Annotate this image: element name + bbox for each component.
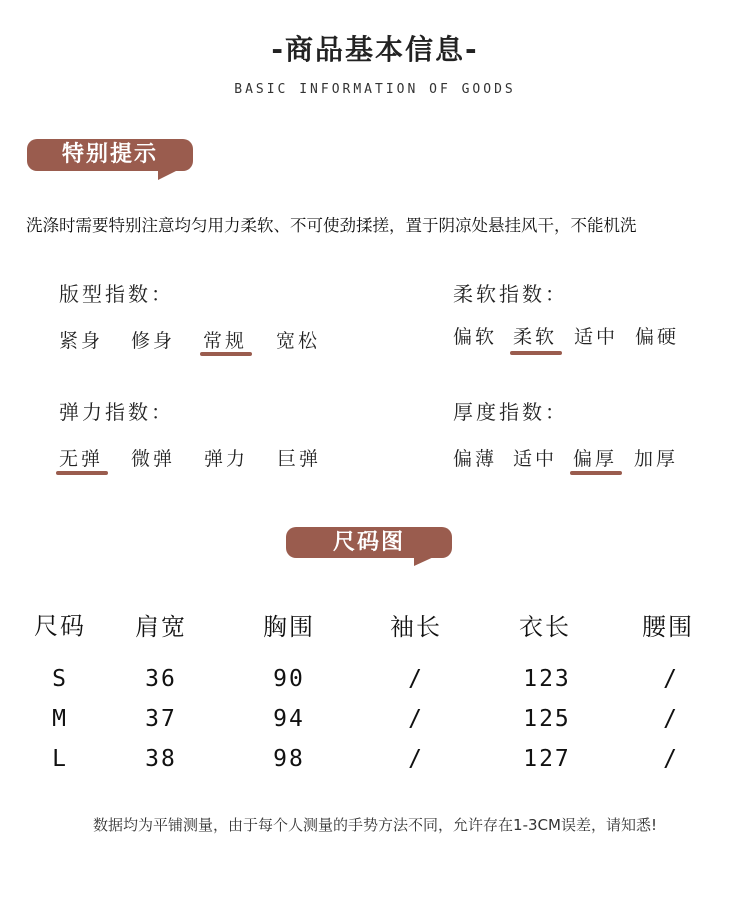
table-cell: / — [408, 706, 424, 732]
table-cell: 90 — [273, 666, 305, 692]
table-cell: / — [663, 706, 679, 732]
table-cell: / — [408, 666, 424, 692]
table-cell: 123 — [523, 666, 571, 692]
softness-selected-underline — [510, 351, 562, 355]
thickness-selected-underline — [570, 471, 622, 475]
page-subtitle: BASIC INFORMATION OF GOODS — [234, 82, 516, 97]
elasticity-index-label: 弹力指数： — [59, 400, 174, 424]
thickness-option-extra-thick: 加厚 — [634, 448, 679, 470]
elasticity-option-huge: 巨弹 — [277, 448, 322, 470]
thickness-option-medium: 适中 — [513, 448, 558, 470]
size-chart-tag — [286, 527, 452, 558]
table-cell: 127 — [523, 746, 571, 772]
size-header-size: 尺码 — [34, 612, 86, 640]
special-notice-tag — [27, 139, 193, 171]
elasticity-option-none: 无弹 — [59, 448, 104, 470]
table-cell: M — [52, 706, 68, 732]
table-cell: / — [663, 666, 679, 692]
table-cell: 36 — [145, 666, 177, 692]
size-chart-tag-label: 尺码图 — [332, 530, 405, 555]
size-header-sleeve: 袖长 — [390, 613, 442, 641]
softness-option-supple: 柔软 — [513, 326, 558, 348]
table-cell: S — [52, 666, 68, 692]
table-cell: / — [408, 746, 424, 772]
size-header-shoulder: 肩宽 — [135, 613, 187, 641]
table-cell: 94 — [273, 706, 305, 732]
softness-option-medium: 适中 — [574, 326, 619, 348]
thickness-option-thin: 偏薄 — [453, 448, 498, 470]
measurement-footnote: 数据均为平铺测量，由于每个人测量的手势方法不同，允许存在1-3CM误差，请知悉! — [93, 816, 657, 834]
table-cell: 37 — [145, 706, 177, 732]
softness-option-soft: 偏软 — [453, 326, 498, 348]
size-header-chest: 胸围 — [263, 613, 315, 641]
thickness-index-label: 厚度指数： — [453, 400, 568, 424]
fit-index-label: 版型指数： — [59, 282, 174, 306]
page-title: -商品基本信息- — [271, 33, 479, 66]
special-notice-tag-label: 特别提示 — [61, 142, 158, 167]
fit-option-tight: 紧身 — [59, 330, 104, 352]
size-header-waist: 腰围 — [642, 613, 694, 641]
table-cell: L — [52, 746, 68, 772]
size-header-length: 衣长 — [519, 613, 571, 641]
special-notice-text: 洗涤时需要特别注意均匀用力柔软、不可使劲揉搓，置于阴凉处悬挂风干，不能机洗 — [26, 216, 637, 235]
elasticity-option-elastic: 弹力 — [204, 448, 249, 470]
table-cell: 98 — [273, 746, 305, 772]
thickness-option-thick: 偏厚 — [573, 448, 618, 470]
table-cell: 38 — [145, 746, 177, 772]
tag-tail-icon — [158, 168, 182, 180]
softness-option-hard: 偏硬 — [635, 326, 680, 348]
fit-option-regular: 常规 — [203, 330, 248, 352]
fit-selected-underline — [200, 352, 252, 356]
table-cell: / — [663, 746, 679, 772]
table-cell: 125 — [523, 706, 571, 732]
elasticity-option-slight: 微弹 — [131, 448, 176, 470]
tag-tail-icon — [414, 555, 438, 566]
fit-option-loose: 宽松 — [276, 330, 321, 352]
elasticity-selected-underline — [56, 471, 108, 475]
fit-option-slim: 修身 — [131, 330, 176, 352]
softness-index-label: 柔软指数： — [453, 282, 568, 306]
